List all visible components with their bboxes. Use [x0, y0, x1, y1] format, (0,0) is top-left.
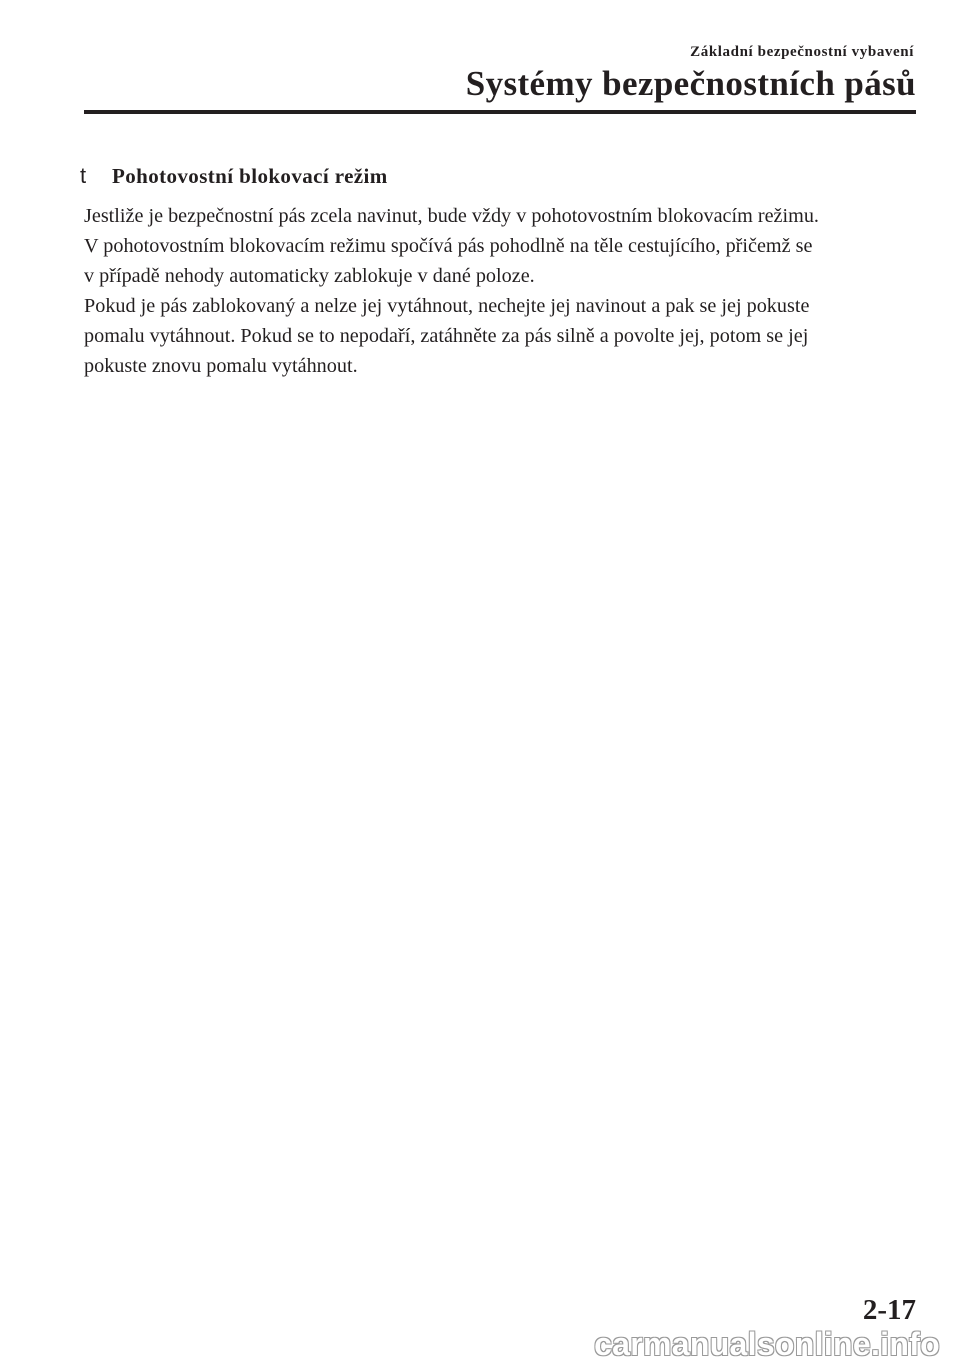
section-heading-text: Pohotovostní blokovací režim: [112, 164, 388, 188]
body-line: Jestliže je bezpečnostní pás zcela navinut, bude vždy v pohotovostním blokovacím režimu.: [84, 205, 819, 227]
chapter-subtitle: Základní bezpečnostní vybavení: [690, 44, 914, 60]
body-line: V pohotovostním blokovacím režimu spočívá pás pohodlně na těle cestujícího, přičemž se: [84, 235, 813, 257]
body-line: Pokud je pás zablokovaný a nelze jej vytáhnout, nechejte jej navinout a pak se jej pokuste: [84, 295, 810, 317]
watermark: carmanualsonline.info: [594, 1326, 940, 1362]
body-line: pokuste znovu pomalu vytáhnout.: [84, 355, 358, 377]
body-paragraph: [84, 201, 918, 381]
section-bullet-icon: t: [80, 163, 87, 188]
header-divider: [84, 110, 916, 114]
body-line: v případě nehody automaticky zablokuje v dané poloze.: [84, 265, 535, 287]
body-line: pomalu vytáhnout. Pokud se to nepodaří, zatáhněte za pás silně a povolte jej, potom se jej: [84, 325, 809, 347]
page-number: 2-17: [862, 1294, 916, 1326]
page-title: Systémy bezpečnostních pásů: [465, 64, 916, 103]
section-heading: [80, 163, 388, 189]
